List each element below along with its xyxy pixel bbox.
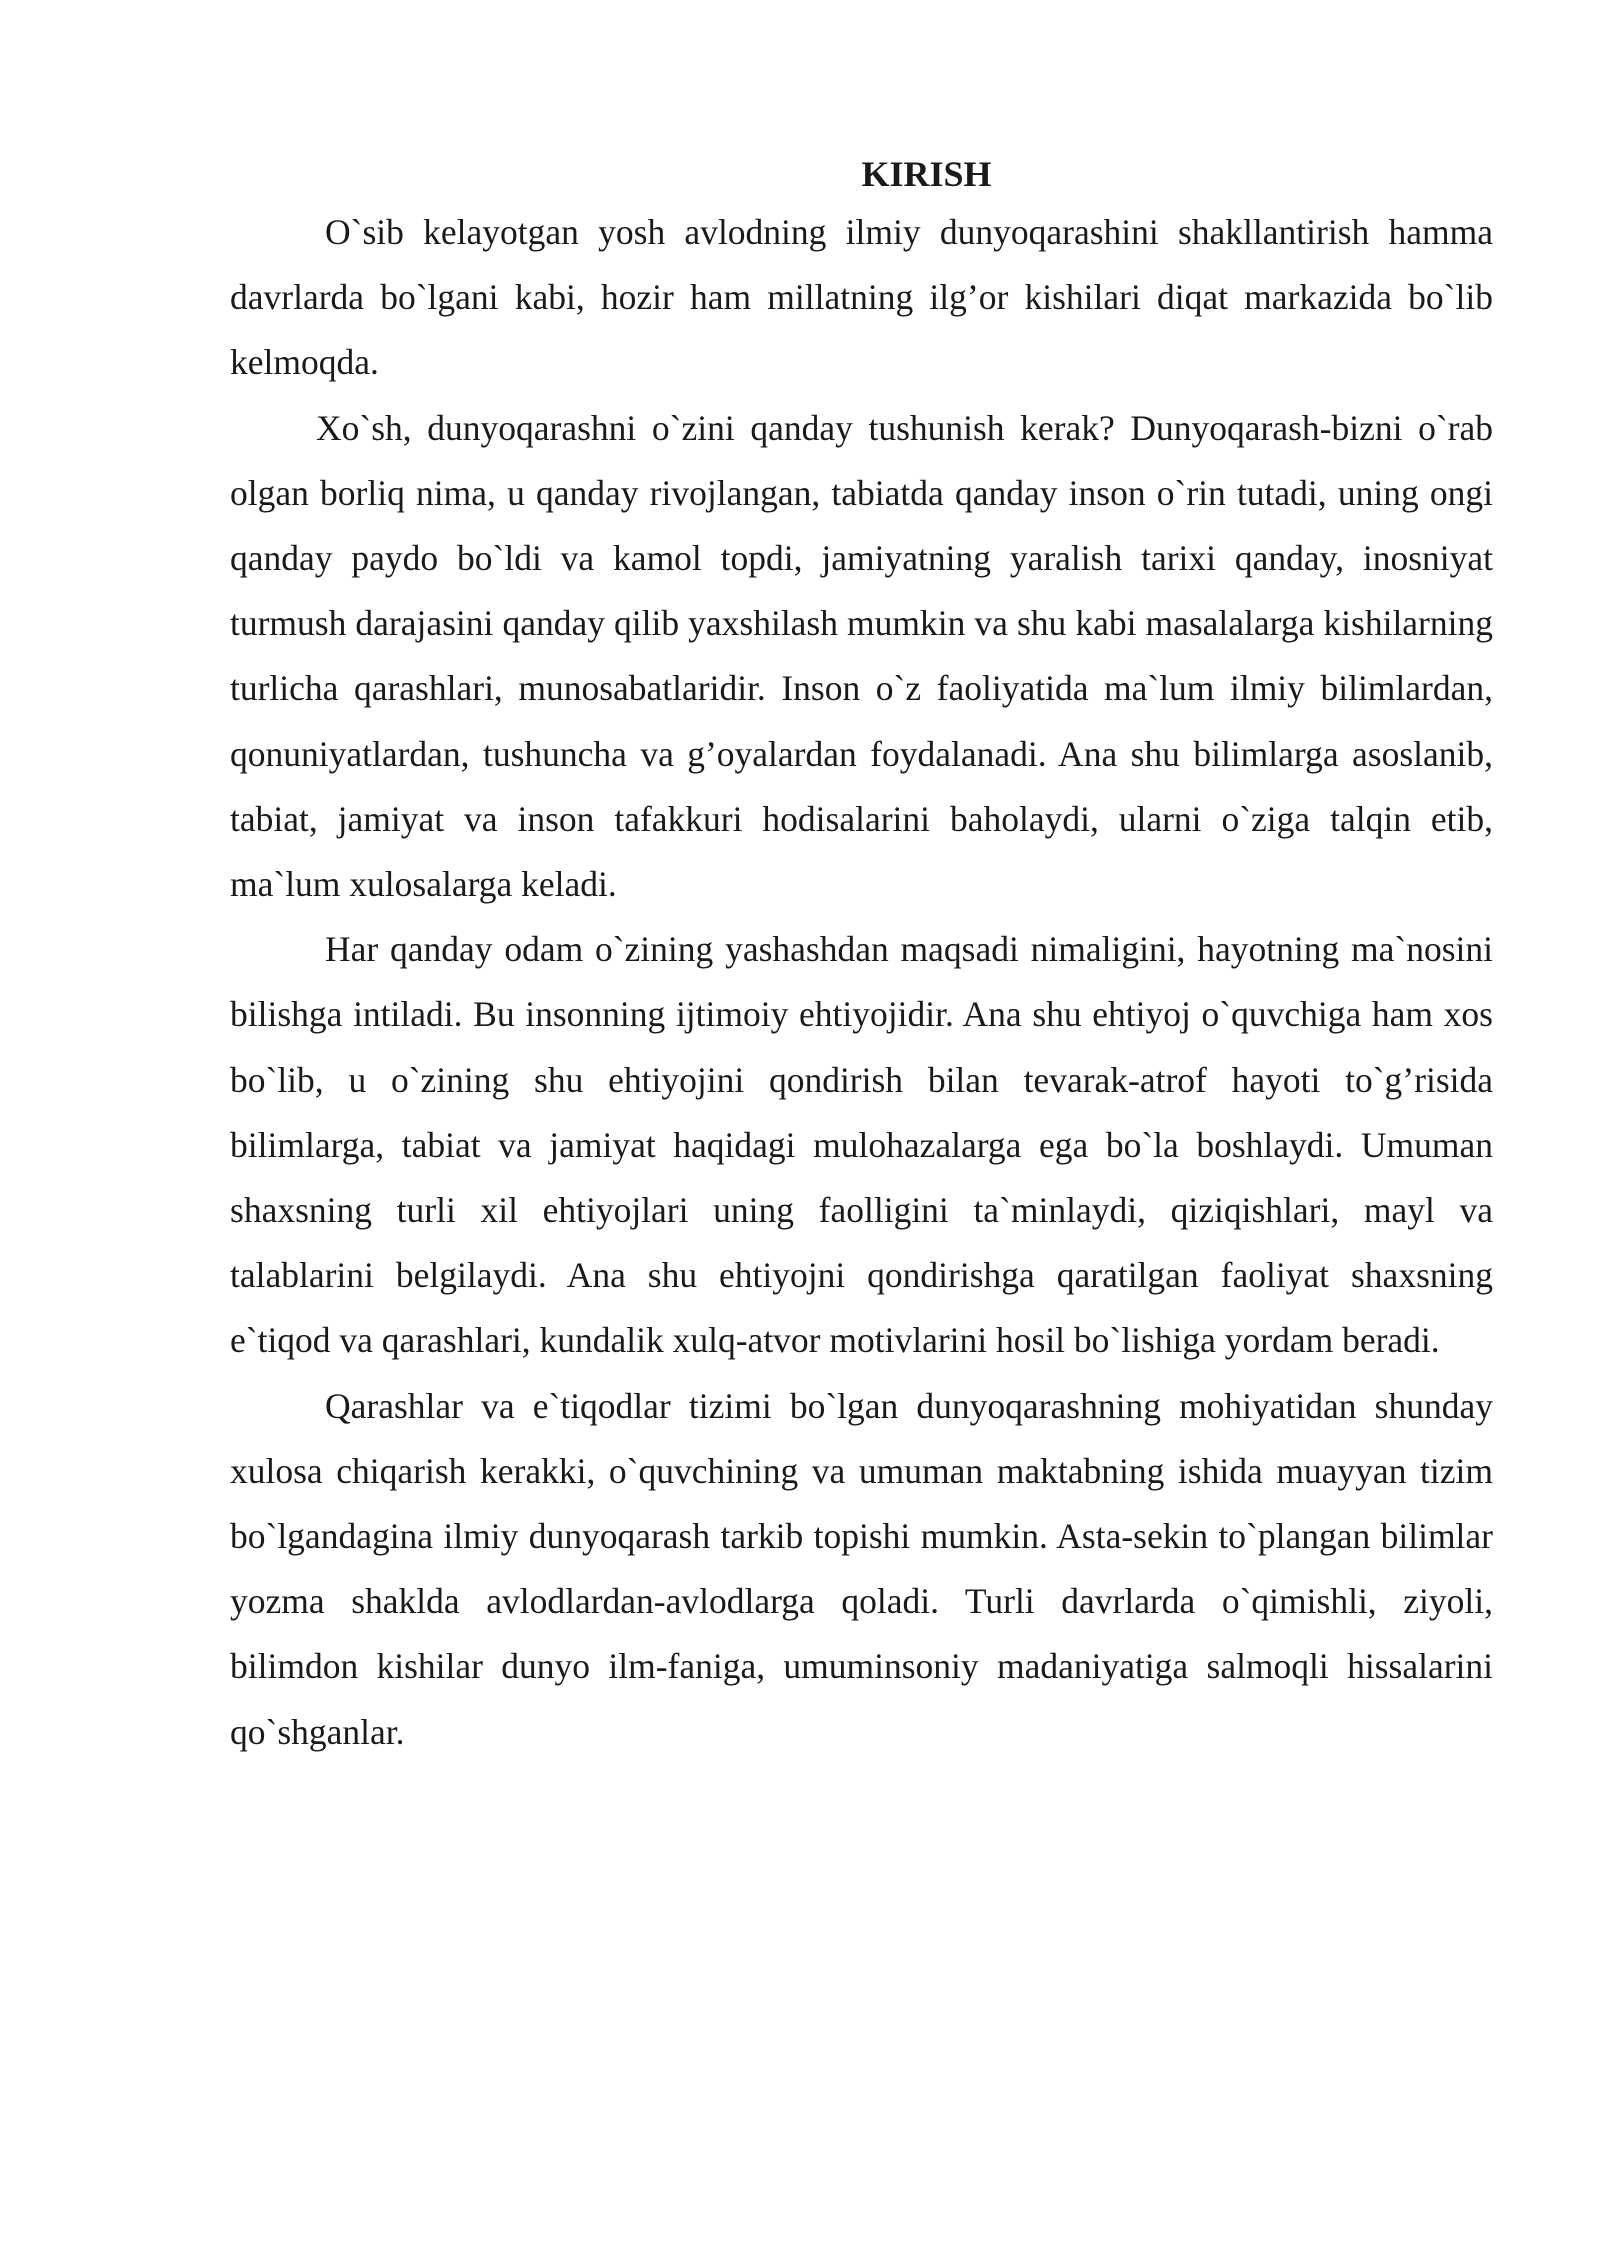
paragraph-4: Qarashlar va e`tiqodlar tizimi bo`lgan dunyoqarashning mohiyatidan shunday xulosa chiqarish kerakki, o`quvchining va umuman maktabning ishida muayyan tizim bo`lgandagina ilmiy dunyoqarash tarkib topishi mumkin. Asta-sekin to`plangan bilimlar yozma shaklda avlodlardan-avlodlarga qoladi. Turli davrlarda o`qimishli, ziyoli, bilimdon kishilar dunyo ilm-faniga, umuminsoniy madaniyatiga salmoqli hissalarini qo`shganlar. <box>230 1385 1493 1752</box>
document-body <box>230 148 1493 1765</box>
paragraph-2: Xo`sh, dunyoqarashni o`zini qanday tushunish kerak? Dunyoqarash-bizni o`rab olgan borliq nima, u qanday rivojlangan, tabiatda qanday inson o`rin tutadi, uning ongi qanday paydo bo`ldi va kamol topdi, jamiyatning yaralish tarixi qanday, inosniyat turmush darajasini qanday qilib yaxshilash mumkin va shu kabi masalalarga kishilarning turlicha qarashlari, munosabatlaridir. Inson o`z faoliyatida ma`lum ilmiy bilimlardan, qonuniyatlardan, tushuncha va g’oyalardan foydalanadi. Ana shu bilimlarga asoslanib, tabiat, jamiyat va inson tafakkuri hodisalarini baholaydi, ularni o`ziga talqin etib, ma`lum xulosalarga keladi. <box>230 407 1493 905</box>
paragraph-1: O`sib kelayotgan yosh avlodning ilmiy dunyoqarashini shakllantirish hamma davrlarda bo`lgani kabi, hozir ham millatning ilg’or kishilari diqat markazida bo`lib kelmoqda. <box>230 212 1493 383</box>
page-title: KIRISH <box>861 154 992 194</box>
paragraph-3: Har qanday odam o`zining yashashdan maqsadi nimaligini, hayotning ma`nosini bilishga intiladi. Bu insonning ijtimoiy ehtiyojidir. Ana shu ehtiyoj o`quvchiga ham xos bo`lib, u o`zining shu ehtiyojini qondirish bilan tevarak-atrof hayoti to`g’risida bilimlarga, tabiat va jamiyat haqidagi mulohazalarga ega bo`la boshlaydi. Umuman shaxsning turli xil ehtiyojlari uning faolligini ta`minlaydi, qiziqishlari, mayl va talablarini belgilaydi. Ana shu ehtiyojni qondirishga qaratilgan faoliyat shaxsning e`tiqod va qarashlari, kundalik xulq-atvor motivlarini hosil bo`lishiga yordam beradi. <box>230 929 1493 1361</box>
